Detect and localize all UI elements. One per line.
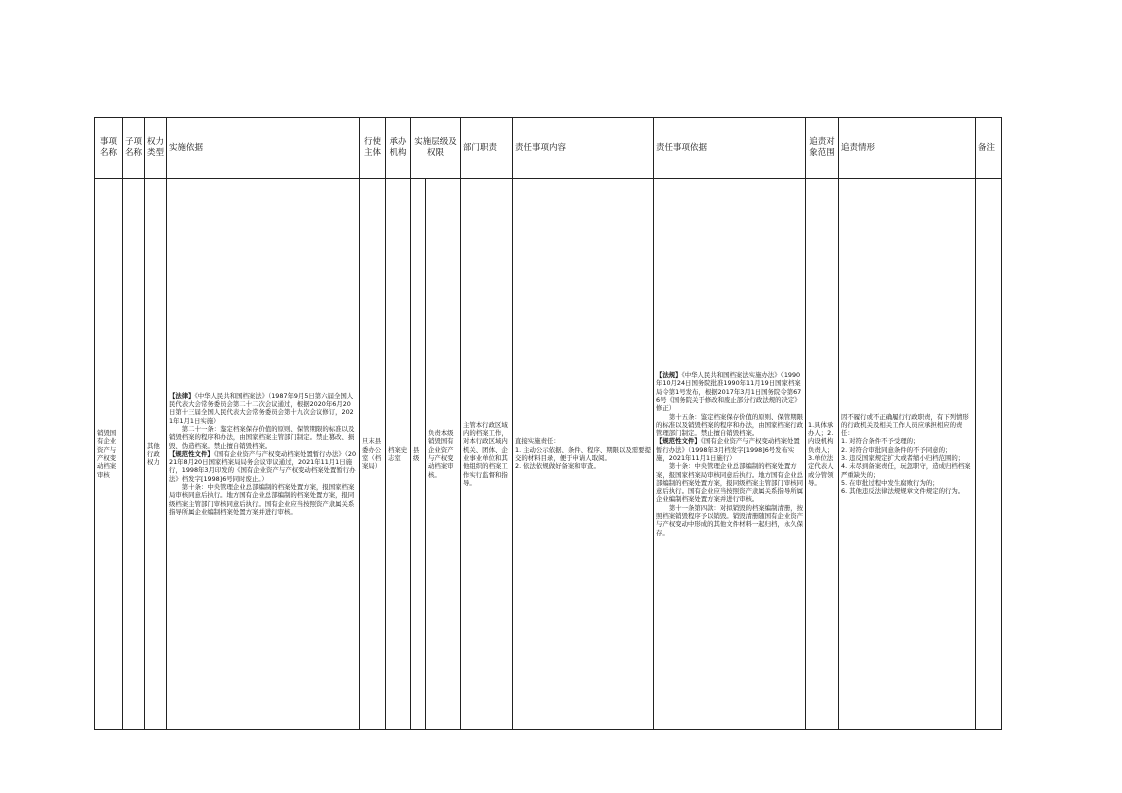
header-sub-item: 子项名称: [123, 118, 145, 179]
header-accountability-cases: 追责情形: [839, 118, 976, 179]
header-power-type: 权力类型: [145, 118, 167, 179]
resp-basis-article-10: 第十条：中央管理企业总部编制的档案处置方案，报国家档案局审核同意后执行。地方国有企业总部编制的档案处置方案，报同级档案主管部门审核同意后执行。国有企业应当按照资产隶属关系指导所属企业编制档案处置方案并进行审核。: [656, 462, 803, 504]
cell-remark: [976, 179, 1002, 730]
resp-basis-norm: [656, 437, 803, 462]
cell-accountability-scope: 1.具体承办人；2.内设机构负责人；3.单位法定代表人或分管领导。: [806, 179, 839, 730]
resp-basis-norm-text: 《国有企业资产与产权变动档案处置暂行办法》（1998年3月档发字[1998]6号发布实施，2021年11月1日施行）: [656, 437, 800, 462]
accountability-item: 6. 其他违反法律法规规章文件规定的行为。: [841, 487, 965, 496]
cell-undertaking-org: 档案史志室: [386, 179, 411, 730]
cell-level: 县级: [411, 179, 426, 730]
basis-article-10: 第十条：中央管理企业总部编制的档案处置方案，报国家档案局审核同意后执行。地方国有企业总部编制的档案处置方案，报同级档案主管部门审核同意后执行。国有企业应当按照资产隶属关系指导所属企业编制档案处置方案并进行审核。: [169, 483, 355, 516]
cell-sub-item: [123, 179, 145, 730]
basis-norm: [169, 450, 357, 483]
power-list-table: [94, 117, 1002, 730]
accountability-item: 5. 在审批过程中发生腐败行为的；: [841, 478, 939, 487]
header-basis: 实施依据: [167, 118, 360, 179]
header-accountability-scope: 追责对象范围: [806, 118, 839, 179]
header-exercising-body: 行使主体: [360, 118, 386, 179]
resp-basis-reg-tag: 【法规】: [656, 371, 682, 380]
header-remark: 备注: [976, 118, 1002, 179]
header-resp-content: 责任事项内容: [513, 118, 654, 179]
resp-basis-reg: [656, 371, 803, 412]
basis-norm-tag: 【规范性文件】: [169, 449, 214, 458]
accountability-item: 1. 对符合条件不予受理的；: [841, 437, 920, 446]
header-item-name: 事项名称: [95, 118, 123, 179]
basis-article-21: 第二十一条：鉴定档案保存价值的原则、保管期限的标准以及销毁档案的程序和办法，由国家档案主管部门制定。禁止篡改、损毁、伪造档案。禁止擅自销毁档案。: [169, 424, 355, 450]
header-row: [95, 118, 1002, 179]
cell-exercising-body: 旦末县委办公室（档案局）: [360, 179, 386, 730]
basis-law: [169, 392, 357, 425]
accountability-item: 2. 对符合审批同意条件的不予同意的；: [841, 445, 952, 454]
cell-level-authority: 负责本级销毁国有企业资产与产权变动档案审核。: [426, 179, 461, 730]
resp-basis-article-15: 第十五条：鉴定档案保存价值的原则、保管期限的标准以及销毁档案的程序和办法，由国家档案行政管理部门制定。禁止擅自销毁档案。: [656, 412, 804, 438]
cell-power-type: 其他行政权力: [145, 179, 167, 730]
accountability-item: 3. 违反国家规定扩大或者缩小归档范围的；: [841, 454, 965, 462]
resp-basis-reg-text: 《中华人民共和国档案法实施办法》（1990年10月24日国务院批准1990年11月19日国家档案局令第1号发布，根据2017年3月1日国务院令第676号《国务院关于修改和废止部分行政法规的决定》修正）: [656, 371, 802, 413]
resp-content-item: 1. 主动公示依据、条件、程序、期限以及需要提交的材料目录，便于申请人取阅。: [515, 445, 651, 462]
header-resp-basis: 责任事项依据: [654, 118, 806, 179]
cell-resp-content: [513, 179, 654, 730]
accountability-item: 4. 未尽到备案责任，玩忽职守，造成归档档案严重缺失的；: [841, 462, 971, 479]
cell-dept-duty: 主管本行政区域内的档案工作，对本行政区域内机关、团体、企业事业单位和其他组织的档案工作实行监督和指导。: [461, 179, 513, 730]
header-level: 实施层级及权限: [411, 118, 461, 179]
cell-item-name: 销毁国有企业资产与产权变动档案审核: [95, 179, 123, 730]
basis-law-tag: 【法律】: [169, 391, 195, 400]
cell-resp-basis: [654, 179, 806, 730]
resp-content-item: 2. 依法依规做好备案和审查。: [515, 462, 600, 471]
header-undertaking-org: 承办机构: [386, 118, 411, 179]
table-row: [95, 179, 1002, 730]
accountability-intro: 因不履行或不正确履行行政职责，有下列情形的行政机关及相关工作人员应承担相应的责任：: [841, 412, 969, 438]
resp-content-title: 直接实施责任：: [515, 437, 560, 446]
header-dept-duty: 部门职责: [461, 118, 513, 179]
resp-basis-norm-tag: 【规范性文件】: [656, 437, 701, 446]
basis-law-text: 《中华人民共和国档案法》（1987年9月5日第六届全国人民代表大会常务委员会第二十二次会议通过，根据2020年6月20日第十三届全国人民代表大会常务委员会第十九次会议修订，2021年1月1日实施）: [169, 391, 354, 425]
resp-basis-article-11: 第十一条第四款：对拟销毁的档案编制清册，按照档案销毁程序予以销毁。销毁清册随国有企业资产与产权变动中形成的其他文件材料一起归档，永久保存。: [656, 503, 804, 537]
cell-accountability-cases: [839, 179, 976, 730]
basis-norm-text: 《国有企业资产与产权变动档案处置暂行办法》（2021年8月20日国家档案局局务会议审议通过，2021年11月1日施行，1998年3月印发的《国有企业资产与产权变动档案处置暂行办法》档发字[1998]6号同时废止。）: [169, 449, 357, 483]
cell-basis: [167, 179, 360, 730]
